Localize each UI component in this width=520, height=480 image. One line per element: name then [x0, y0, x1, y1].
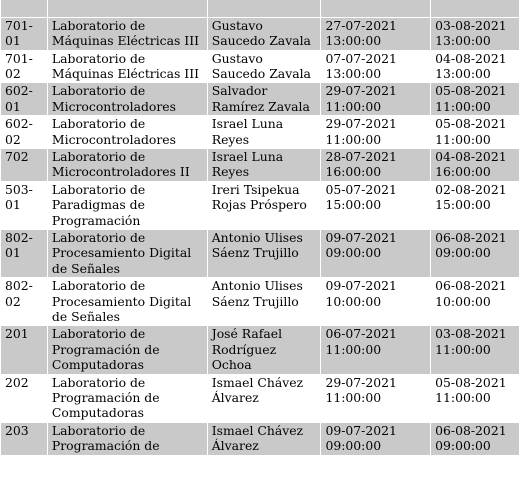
group-cell-text: 701-02	[5, 50, 33, 81]
subject-cell-text: Laboratorio de Microcontroladores II	[51, 148, 190, 180]
group-cell-text: 503-01	[5, 181, 33, 213]
end-date-cell-text: 03-08-2021 13:00:00	[435, 17, 507, 49]
group-cell	[1, 0, 48, 17]
end-date-cell-text: 05-08-2021 11:00:00	[435, 83, 507, 114]
start-date-cell	[321, 181, 431, 229]
start-date-cell-text: 06-07-2021 11:00:00	[325, 326, 397, 357]
group-cell	[1, 181, 48, 229]
subject-cell	[47, 83, 207, 116]
teacher-cell-text: Salvador Ramírez Zavala	[211, 83, 310, 114]
end-date-cell	[431, 229, 520, 277]
subject-cell	[47, 50, 207, 83]
table-row	[1, 374, 520, 422]
table-row	[1, 422, 520, 455]
teacher-cell	[207, 148, 321, 181]
end-date-cell-text: 03-08-2021 11:00:00	[435, 326, 507, 357]
subject-cell-text: Laboratorio de Programación de	[51, 422, 160, 454]
start-date-cell-text: 09-07-2021 09:00:00	[325, 229, 397, 261]
teacher-cell-text: Ismael Chávez Álvarez	[211, 374, 304, 405]
start-date-cell	[321, 374, 431, 422]
start-date-cell	[321, 0, 431, 17]
table-row	[1, 181, 520, 229]
group-cell-text: 203	[5, 422, 29, 438]
group-cell	[1, 50, 48, 83]
teacher-cell	[207, 278, 321, 326]
teacher-cell-text: Israel Luna Reyes	[211, 148, 284, 180]
group-cell-text: 202	[5, 374, 29, 390]
teacher-cell-text: Antonio Ulises Sáenz Trujillo	[211, 229, 303, 261]
end-date-cell	[431, 278, 520, 326]
subject-cell-text: Laboratorio de Máquinas Eléctricas III	[51, 50, 199, 81]
table-row	[1, 148, 520, 181]
start-date-cell-text: 09-07-2021 10:00:00	[325, 278, 397, 309]
start-date-cell-text: 29-07-2021 11:00:00	[325, 374, 397, 405]
start-date-cell	[321, 83, 431, 116]
start-date-cell	[321, 17, 431, 50]
subject-cell-text: Laboratorio de Procesamiento Digital de Señales	[51, 278, 192, 324]
subject-cell	[47, 116, 207, 149]
start-date-cell-text: 29-07-2021 11:00:00	[325, 83, 397, 114]
subject-cell-text: Laboratorio de Microcontroladores	[51, 83, 176, 114]
subject-cell-text: Laboratorio de Procesamiento Digital de Señales	[51, 229, 192, 276]
group-cell	[1, 148, 48, 181]
start-date-cell-text: 09-07-2021 09:00:00	[325, 422, 397, 454]
end-date-cell-text: 05-08-2021 11:00:00	[435, 116, 507, 147]
group-cell-text: 702	[5, 148, 29, 164]
table-row	[1, 17, 520, 50]
start-date-cell-text: 29-07-2021 11:00:00	[325, 116, 397, 147]
teacher-cell	[207, 0, 321, 17]
teacher-cell	[207, 422, 321, 455]
start-date-cell	[321, 116, 431, 149]
subject-cell	[47, 278, 207, 326]
teacher-cell-text: Israel Luna Reyes	[211, 116, 284, 147]
teacher-cell-text: José Rafael Rodríguez Ochoa	[211, 326, 283, 373]
group-cell	[1, 278, 48, 326]
end-date-cell	[431, 17, 520, 50]
group-cell	[1, 83, 48, 116]
group-cell-text: 602-01	[5, 83, 33, 114]
end-date-cell	[431, 181, 520, 229]
subject-cell	[47, 181, 207, 229]
group-cell	[1, 422, 48, 455]
group-cell-text: 201	[5, 326, 29, 342]
start-date-cell	[321, 148, 431, 181]
subject-cell-text: Laboratorio de Microcontroladores	[51, 116, 176, 147]
table-row	[1, 0, 520, 17]
table-row	[1, 326, 520, 374]
subject-cell	[47, 326, 207, 374]
start-date-cell-text: 07-07-2021 13:00:00	[325, 50, 397, 81]
subject-cell-text: Laboratorio de Máquinas Eléctricas III	[51, 17, 199, 49]
start-date-cell	[321, 50, 431, 83]
table-row	[1, 50, 520, 83]
end-date-cell-text: 04-08-2021 13:00:00	[435, 50, 507, 81]
teacher-cell	[207, 374, 321, 422]
group-cell-text: 701-01	[5, 17, 33, 49]
teacher-cell	[207, 229, 321, 277]
group-cell	[1, 326, 48, 374]
table-row	[1, 229, 520, 277]
subject-cell	[47, 148, 207, 181]
start-date-cell	[321, 278, 431, 326]
end-date-cell-text: 02-08-2021 15:00:00	[435, 181, 507, 213]
table-row	[1, 83, 520, 116]
teacher-cell	[207, 83, 321, 116]
teacher-cell-text: Gustavo Saucedo Zavala	[211, 50, 311, 81]
group-cell-text: 802-01	[5, 229, 33, 261]
end-date-cell	[431, 50, 520, 83]
end-date-cell	[431, 374, 520, 422]
end-date-cell	[431, 148, 520, 181]
schedule-table-body	[1, 0, 520, 455]
start-date-cell	[321, 229, 431, 277]
start-date-cell	[321, 326, 431, 374]
group-cell	[1, 229, 48, 277]
start-date-cell-text: 28-07-2021 16:00:00	[325, 148, 397, 180]
end-date-cell	[431, 422, 520, 455]
teacher-cell-text: Antonio Ulises Sáenz Trujillo	[211, 278, 303, 309]
start-date-cell	[321, 422, 431, 455]
end-date-cell-text: 06-08-2021 09:00:00	[435, 229, 507, 261]
group-cell	[1, 116, 48, 149]
teacher-cell	[207, 116, 321, 149]
subject-cell	[47, 17, 207, 50]
subject-cell	[47, 229, 207, 277]
group-cell-text: 802-02	[5, 278, 33, 309]
end-date-cell	[431, 0, 520, 17]
table-row	[1, 116, 520, 149]
end-date-cell-text: 06-08-2021 10:00:00	[435, 278, 507, 309]
table-row	[1, 278, 520, 326]
subject-cell-text: Laboratorio de Programación de Computadoras	[51, 374, 160, 421]
teacher-cell	[207, 181, 321, 229]
start-date-cell-text: 05-07-2021 15:00:00	[325, 181, 397, 213]
teacher-cell-text: Gustavo Saucedo Zavala	[211, 17, 311, 49]
subject-cell-text: Laboratorio de Paradigmas de Programación	[51, 181, 146, 228]
teacher-cell	[207, 50, 321, 83]
subject-cell-text: Laboratorio de Programación de Computadoras	[51, 326, 160, 373]
group-cell-text: 602-02	[5, 116, 33, 147]
end-date-cell-text: 05-08-2021 11:00:00	[435, 374, 507, 405]
end-date-cell	[431, 83, 520, 116]
teacher-cell-text: Ireri Tsipekua Rojas Próspero	[211, 181, 307, 213]
end-date-cell-text: 04-08-2021 16:00:00	[435, 148, 507, 180]
teacher-cell	[207, 17, 321, 50]
end-date-cell	[431, 116, 520, 149]
group-cell	[1, 17, 48, 50]
group-cell	[1, 374, 48, 422]
end-date-cell-text: 06-08-2021 09:00:00	[435, 422, 507, 454]
subject-cell	[47, 422, 207, 455]
end-date-cell	[431, 326, 520, 374]
start-date-cell-text: 27-07-2021 13:00:00	[325, 17, 397, 49]
subject-cell	[47, 0, 207, 17]
subject-cell	[47, 374, 207, 422]
teacher-cell-text: Ismael Chávez Álvarez	[211, 422, 304, 454]
teacher-cell	[207, 326, 321, 374]
